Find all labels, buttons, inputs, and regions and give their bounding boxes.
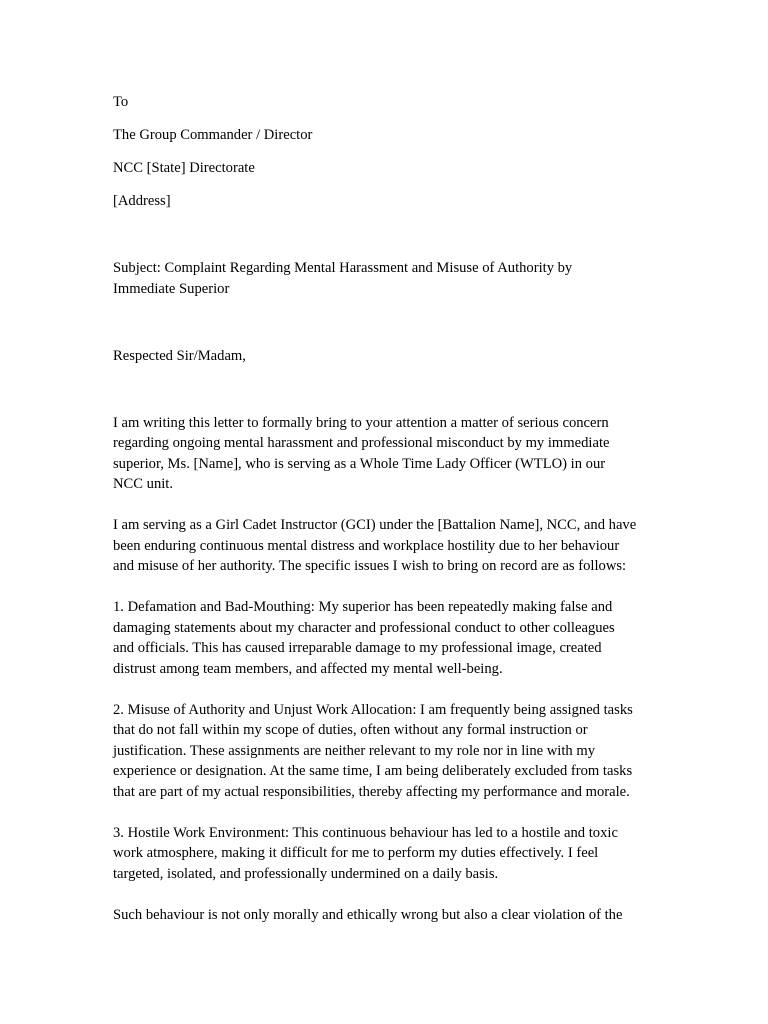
recipient-office: NCC [State] Directorate (113, 160, 255, 176)
to-line: To (113, 94, 129, 110)
paragraph-line: work atmosphere, making it difficult for me to perform my duties effectively. I feel (113, 845, 599, 861)
paragraph-line: regarding ongoing mental harassment and professional misconduct by my immediate (113, 435, 610, 451)
paragraph-line: NCC unit. (113, 476, 174, 492)
paragraph (113, 905, 658, 926)
paragraph-line: 2. Misuse of Authority and Unjust Work Allocation: I am frequently being assigned tasks (113, 701, 633, 718)
letter-body (113, 92, 658, 925)
subject-block (113, 258, 658, 299)
paragraph-line: damaging statements about my character and professional conduct to other colleagues (113, 619, 615, 636)
paragraph-line: 1. Defamation and Bad-Mouthing: My superior has been repeatedly making false and (113, 599, 613, 615)
recipient-address: [Address] (113, 193, 171, 209)
paragraph-line: distrust among team members, and affected my mental well-being. (113, 660, 503, 677)
paragraph (113, 515, 658, 577)
paragraph-line: experience or designation. At the same time, I am being deliberately excluded from tasks (113, 763, 633, 779)
recipient-designation: The Group Commander / Director (113, 127, 313, 143)
paragraph-line: targeted, isolated, and professionally undermined on a daily basis. (113, 865, 499, 882)
paragraph-line: and officials. This has caused irreparable damage to my professional image, created (113, 640, 602, 656)
paragraph (113, 700, 658, 803)
paragraph-line: Such behaviour is not only morally and ethically wrong but also a clear violation of the (113, 906, 623, 923)
salutation: Respected Sir/Madam, (113, 347, 246, 364)
paragraph-line: I am writing this letter to formally bring to your attention a matter of serious concern (113, 414, 609, 431)
paragraph (113, 823, 658, 885)
paragraph-line: and misuse of her authority. The specific issues I wish to bring on record are as follows: (113, 558, 627, 574)
paragraph-line: 3. Hostile Work Environment: This continuous behaviour has led to a hostile and toxic (113, 824, 618, 841)
paragraph-line: been enduring continuous mental distress and workplace hostility due to her behaviour (113, 537, 620, 554)
paragraph-line: I am serving as a Girl Cadet Instructor (GCI) under the [Battalion Name], NCC, and have (113, 517, 637, 533)
paragraph-line: that are part of my actual responsibilities, thereby affecting my performance and morale. (113, 783, 630, 800)
paragraph-line: superior, Ms. [Name], who is serving as a Whole Time Lady Officer (WTLO) in our (113, 455, 606, 472)
paragraph-line: that do not fall within my scope of duties, often without any formal instruction or (113, 722, 588, 738)
subject-line: Immediate Superior (113, 280, 230, 297)
paragraph-line: justification. These assignments are neither relevant to my role nor in line with my (113, 742, 596, 759)
paragraph (113, 597, 658, 679)
paragraph (113, 413, 658, 495)
subject-line: Subject: Complaint Regarding Mental Harassment and Misuse of Authority by (113, 260, 573, 276)
